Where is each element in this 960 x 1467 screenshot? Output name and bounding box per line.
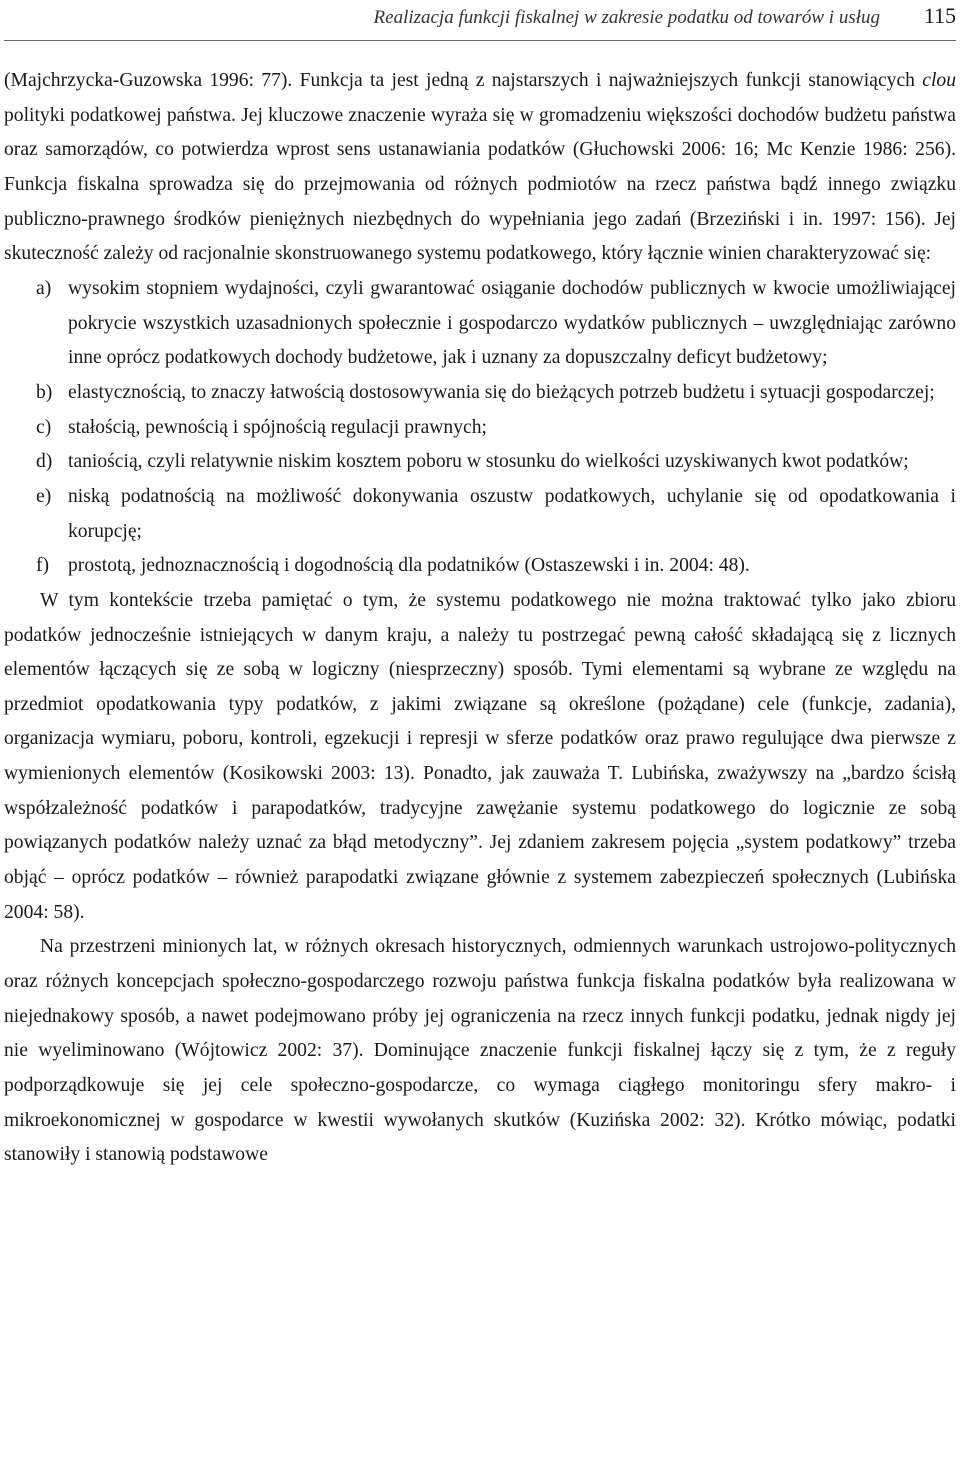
list-item-text: wysokim stopniem wydajności, czyli gwarantować osiąganie dochodów publicznych w kwocie umożliwiającej pokrycie wszystkich uzasadnionych społecznie i gospodarczo wydatków publicznych – uwzględniając zarówno inne oprócz podatkowych dochody budżetowe, jak i uznany za dopuszczalny deficyt budżetowy; — [68, 277, 956, 369]
paragraph-system-podatkowy: W tym kontekście trzeba pamiętać o tym, że systemu podatkowego nie można traktować tylko jako zbioru podatków jednocześnie istniejących w danym kraju, a należy tu postrzegać pewną całość składającą się z licznych elementów łączących się ze sobą w logiczny (niesprzeczny) sposób. Tymi elementami są wybrane ze względu na przedmiot opodatkowania typy podatków, z jakimi związane są określone (pożądane) cele (funkcje, zadania), organizacja wymiaru, poboru, kontroli, egzekucji i represji w sferze podatków oraz prawo regulujące dwa pierwsze z wymienionych elementów (Kosikowski 2003: 13). Ponadto, jak zauważa T. Lubińska, zważywszy na „bardzo ścisłą współzależność podatków i parapodatków, tradycyjne zawężanie systemu podatkowego do logicznie ze sobą powiązanych podatków należy uznać za błąd metodyczny”. Jej zdaniem zakresem pojęcia „system podatkowy” trzeba objąć – oprócz podatków – również parapodatki związane głównie z systemem zabezpieczeń społecznych (Lubińska 2004: 58). — [4, 589, 956, 923]
intro-text-part1: (Majchrzycka-Guzowska 1996: 77). Funkcja ta jest jedną z najstarszych i najważniejszych funkcji stanowiących — [4, 70, 923, 91]
list-marker: c) — [36, 416, 52, 438]
list-marker: d) — [36, 451, 53, 473]
list-marker: b) — [36, 381, 53, 403]
page-number: 115 — [923, 3, 956, 28]
list-item-e — [4, 480, 956, 549]
paragraph-funkcja-fiskalna: Na przestrzeni minionych lat, w różnych okresach historycznych, odmiennych warunkach ustrojowo-politycznych oraz różnych koncepcjach społeczno-gospodarczego rozwoju państwa funkcja fiskalna podatków była realizowana w niejednakowy sposób, a nawet podejmowano próby jej ograniczenia na rzecz innych funkcji podatku, jednak nigdy jej nie wyeliminowano (Wójtowicz 2002: 37). Dominujące znaczenie funkcji fiskalnej łączy się z tym, że z reguły podporządkowuje się jej cele społeczno-gospodarcze, co wymaga ciągłego monitoringu sfery makro- i mikroekonomicznej w gospodarce w kwestii wywołanych skutków (Kuzińska 2002: 32). Krótko mówiąc, podatki stanowiły i stanowią podstawowe — [4, 936, 956, 1166]
list-item-a — [4, 272, 956, 376]
list-marker: a) — [36, 277, 52, 299]
list-item-text: prostotą, jednoznacznością i dogodnością dla podatników (Ostaszewski i in. 2004: 48). — [68, 555, 750, 577]
body-text — [4, 64, 956, 1173]
intro-emphasis: clou — [922, 70, 956, 91]
list-item-b — [4, 376, 956, 411]
running-header-title: Realizacja funkcji fiskalnej w zakresie podatku od towarów i usług — [373, 7, 880, 28]
list-item-text: elastycznością, to znaczy łatwością dostosowywania się do bieżących potrzeb budżetu i sytuacji gospodarczej; — [68, 381, 935, 403]
list-item-text: taniością, czyli relatywnie niskim kosztem poboru w stosunku do wielkości uzyskiwanych kwot podatków; — [68, 451, 909, 473]
intro-paragraph — [4, 64, 956, 272]
intro-text-part2: polityki podatkowej państwa. Jej kluczowe znaczenie wyraża się w gromadzeniu większości dochodów budżetu państwa oraz samorządów, co potwierdza wprost sens ustanawiania podatków (Głuchowski 2006: 16; Mc Kenzie 1986: 256). Funkcja fiskalna sprowadza się do przejmowania od różnych podmiotów na rzecz państwa bądź innego związku publiczno-prawnego środków pieniężnych niezbędnych do wypełniania jego zadań (Brzeziński i in. 1997: 156). Jej skuteczność zależy od racjonalnie skonstruowanego systemu podatkowego, który łącznie winien charakteryzować się: — [4, 104, 956, 265]
list-item-text: stałością, pewnością i spójnością regulacji prawnych; — [68, 416, 487, 438]
criteria-list — [4, 272, 956, 584]
list-item-d — [4, 445, 956, 480]
list-item-text: niską podatnością na możliwość dokonywania oszustw podatkowych, uchylanie się od opodatkowania i korupcję; — [68, 485, 956, 542]
list-marker: e) — [36, 485, 52, 507]
running-header — [4, 2, 956, 41]
list-item-f — [4, 549, 956, 584]
list-item-c — [4, 411, 956, 446]
list-marker: f) — [36, 555, 50, 577]
